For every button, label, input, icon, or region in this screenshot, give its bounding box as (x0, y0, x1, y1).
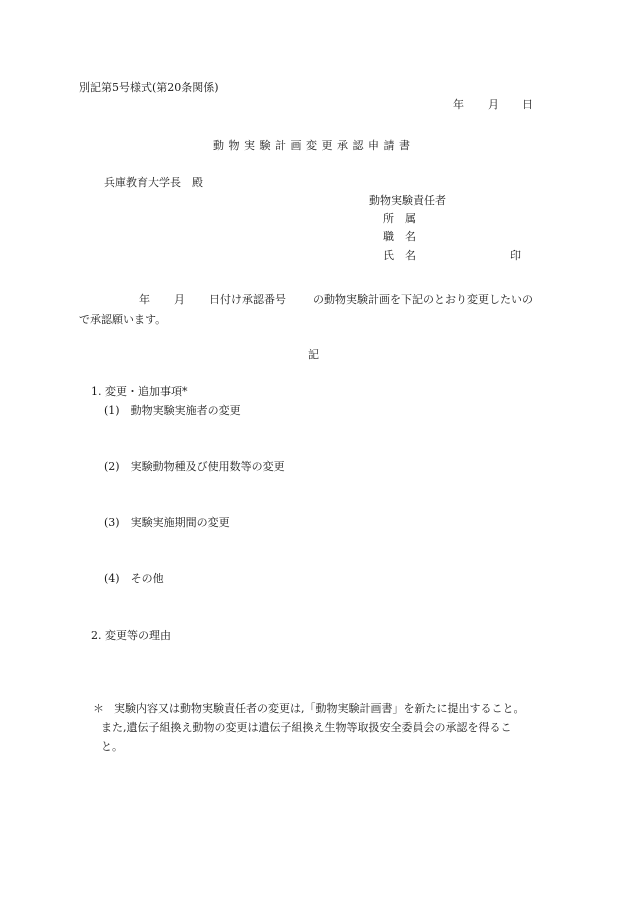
date-month-label: 月 (488, 98, 499, 111)
body-year-label: 年 (139, 293, 150, 306)
name-label: 氏 名 (383, 249, 416, 262)
document-title: 動物実験計画変更承認申請書 (213, 139, 415, 152)
addressee: 兵庫教育大学長 殿 (104, 176, 203, 189)
applicant-role: 動物実験責任者 (369, 194, 446, 207)
body-text-line1: の動物実験計画を下記のとおり変更したいの (313, 293, 533, 306)
note-line3: と。 (101, 740, 123, 753)
note-line2: また,遺伝子組換え動物の変更は遺伝子組換え生物等取扱安全委員会の承認を得るこ (101, 721, 512, 734)
approval-number-label: 日付け承認番号 (209, 293, 286, 306)
seal-mark: 印 (510, 249, 521, 262)
position-label: 職 名 (383, 230, 416, 243)
note-asterisk: ＊ (93, 702, 104, 715)
item3-label: (3) 実験実施期間の変更 (104, 516, 230, 529)
body-month-label: 月 (174, 293, 185, 306)
ki-heading: 記 (308, 348, 319, 361)
form-number: 別記第5号様式(第20条関係) (79, 81, 219, 94)
date-year-label: 年 (453, 98, 464, 111)
section1-title: 1. 変更・追加事項* (91, 385, 188, 398)
item2-label: (2) 実験動物種及び使用数等の変更 (104, 460, 285, 473)
date-day-label: 日 (522, 98, 533, 111)
item4-label: (4) その他 (104, 572, 164, 585)
section2-title: 2. 変更等の理由 (91, 629, 171, 642)
affiliation-label: 所 属 (383, 212, 416, 225)
body-text-line2: で承認願います。 (79, 313, 167, 326)
note-line1: 実験内容又は動物実験責任者の変更は,「動物実験計画書」を新たに提出すること。 (114, 702, 525, 715)
item1-label: (1) 動物実験実施者の変更 (104, 404, 241, 417)
